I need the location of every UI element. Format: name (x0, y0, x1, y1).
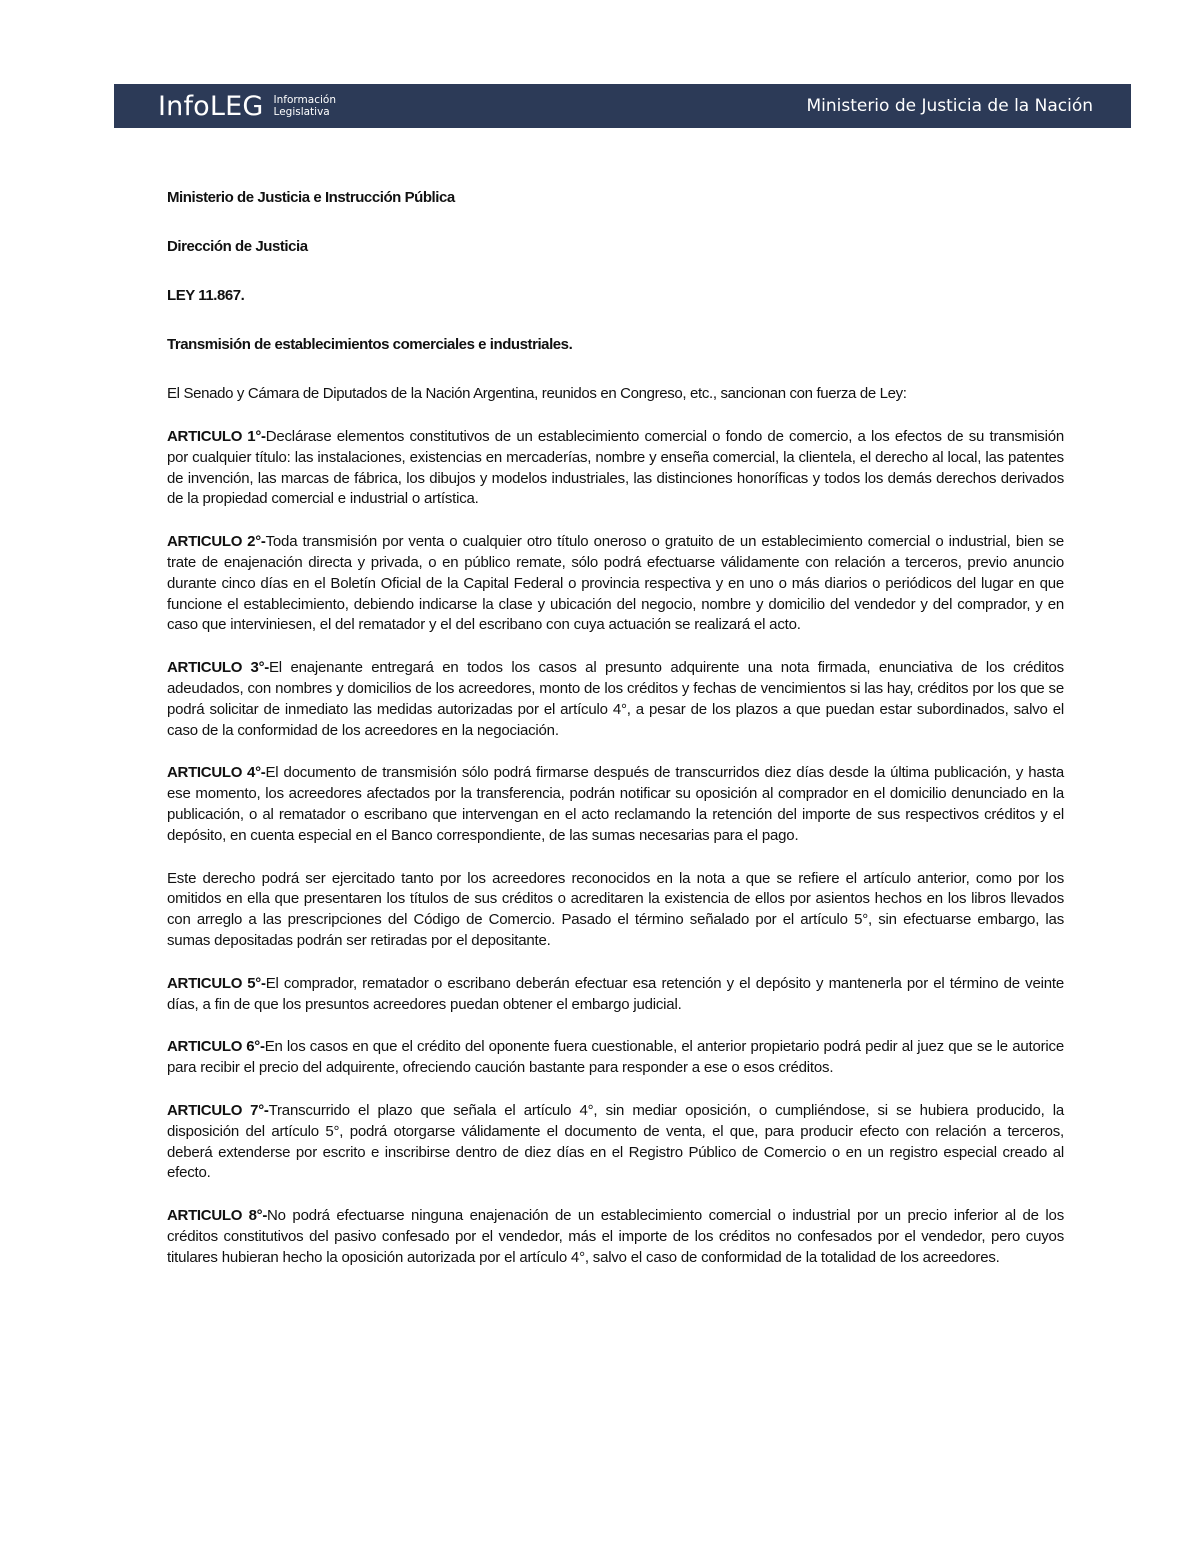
law-title: Transmisión de establecimientos comerciales e industriales. (167, 336, 573, 354)
article-4-continued (167, 869, 1064, 952)
logo-subtitle-line2: Legislativa (273, 106, 330, 118)
article-text: El documento de transmisión sólo podrá firmarse después de transcurridos diez días desde la última publicación, y hasta ese momento, los acreedores afectados por la transferencia, podrán notificar su oposición al comprador en el domicilio denunciado en la publicación, o al rematador o escribano que intervengan en el acto reclamando la retención del importe de sus respectivos créditos y el depósito, en cuenta especial en el Banco correspondiente, de las sumas necesarias para el pago. (167, 764, 1064, 844)
document-body (167, 188, 1064, 1290)
article-2 (167, 532, 1064, 636)
law-number: LEY 11.867. (167, 286, 245, 304)
heading-ministry: Ministerio de Justicia e Instrucción Pública (167, 189, 455, 206)
article-1 (167, 427, 1064, 510)
article-label: ARTICULO 5°- (167, 974, 266, 992)
article-5 (167, 974, 1064, 1016)
article-text: Toda transmisión por venta o cualquier otro título oneroso o gratuito de un establecimiento comercial o industrial, bien se trate de enajenación directa y privada, o en público remate, sólo podrá efectuarse válidamente con relación a terceros, previo anuncio durante cinco días en el Boletín Oficial de la Capital Federal o provincia respectiva y en uno o más diarios o periódicos del lugar en que funcione el establecimiento, debiendo indicarse la clase y ubicación del negocio, nombre y domicilio del vendedor y del comprador, y en caso que interviniesen, el del rematador y el del escribano con cuya actuación se realizará el acto. (167, 533, 1064, 634)
article-text: En los casos en que el crédito del oponente fuera cuestionable, el anterior propietario podrá pedir al juez que se le autorice para recibir el precio del adquirente, ofreciendo caución bastante para responder a ese o esos créditos. (167, 1038, 1064, 1077)
article-text: El comprador, rematador o escribano deberán efectuar esa retención y el depósito y mantenerla por el término de veinte días, a fin de que los presuntos acreedores puedan obtener el embargo judicial. (167, 974, 1064, 1013)
article-text: Declárase elementos constitutivos de un establecimiento comercial o fondo de comercio, a los efectos de su transmisión por cualquier título: las instalaciones, existencias en mercaderías, nombre y enseña comercial, la clientela, el derecho al local, las patentes de invención, las marcas de fábrica, los dibujos y modelos industriales, las distinciones honoríficas y todos los demás derechos derivados de la propiedad comercial e industrial o artística. (167, 427, 1064, 508)
article-label: ARTICULO 3°- (167, 659, 269, 677)
article-3 (167, 658, 1064, 741)
article-text: No podrá efectuarse ninguna enajenación de un establecimiento comercial o industrial por un precio inferior al de los créditos constitutivos del pasivo confesado por el vendedor, más el importe de los créditos no confesados por el vendedor, pero cuyos titulares hubieran hecho la oposición autorizada por el artículo 4°, salvo el caso de conformidad de la totalidad de los acreedores. (167, 1207, 1064, 1266)
article-text: El enajenante entregará en todos los casos al presunto adquirente una nota firmada, enunciativa de los créditos adeudados, con nombres y domicilios de los acreedores, monto de los créditos y fechas de vencimientos si las hay, créditos por los que se podrá solicitar de inmediato las medidas autorizadas por el artículo 4°, a pesar de los plazos a que puedan estar subordinados, salvo el caso de la conformidad de los acreedores en la negociación. (167, 659, 1064, 739)
article-label: ARTICULO 8°- (167, 1207, 268, 1225)
article-text: Este derecho podrá ser ejercitado tanto por los acreedores reconocidos en la nota a que se refiere el artículo anterior, como por los omitidos en ella que presentaren los títulos de sus créditos o acreditaren la existencia de ellos por asientos hechos en los libros llevados con arreglo a las prescripciones del Código de Comercio. Pasado el término señalado por el artículo 5°, sin efectuarse embargo, las sumas depositadas podrán ser retiradas por el depositante. (167, 869, 1064, 949)
article-label: ARTICULO 1°- (167, 427, 266, 445)
header-banner (114, 84, 1131, 128)
heading-direction: Dirección de Justicia (167, 237, 308, 255)
article-label: ARTICULO 2°- (167, 533, 266, 551)
article-8 (167, 1206, 1064, 1268)
article-label: ARTICULO 6°- (167, 1038, 265, 1056)
article-label: ARTICULO 4°- (167, 764, 266, 782)
logo-subtitle (274, 94, 336, 118)
enacting-clause: El Senado y Cámara de Diputados de la Nación Argentina, reunidos en Congreso, etc., sancionan con fuerza de Ley: (167, 385, 907, 403)
article-6 (167, 1037, 1064, 1079)
ministry-name: Ministerio de Justicia de la Nación (806, 96, 1093, 116)
logo-subtitle-line1: Información (273, 94, 336, 106)
logo-wordmark: InfoLEG (158, 90, 264, 122)
article-7 (167, 1101, 1064, 1184)
infoleg-logo (158, 90, 336, 122)
article-label: ARTICULO 7°- (167, 1101, 269, 1119)
article-4 (167, 763, 1064, 846)
article-text: Transcurrido el plazo que señala el artículo 4°, sin mediar oposición, o cumpliéndose, si se hubiera producido, la disposición del artículo 5°, podrá otorgarse válidamente el documento de venta, el que, para producir efecto con relación a terceros, deberá extenderse por escrito e inscribirse dentro de diez días en el Registro Público de Comercio o en un registro especial creado al efecto. (167, 1101, 1064, 1182)
